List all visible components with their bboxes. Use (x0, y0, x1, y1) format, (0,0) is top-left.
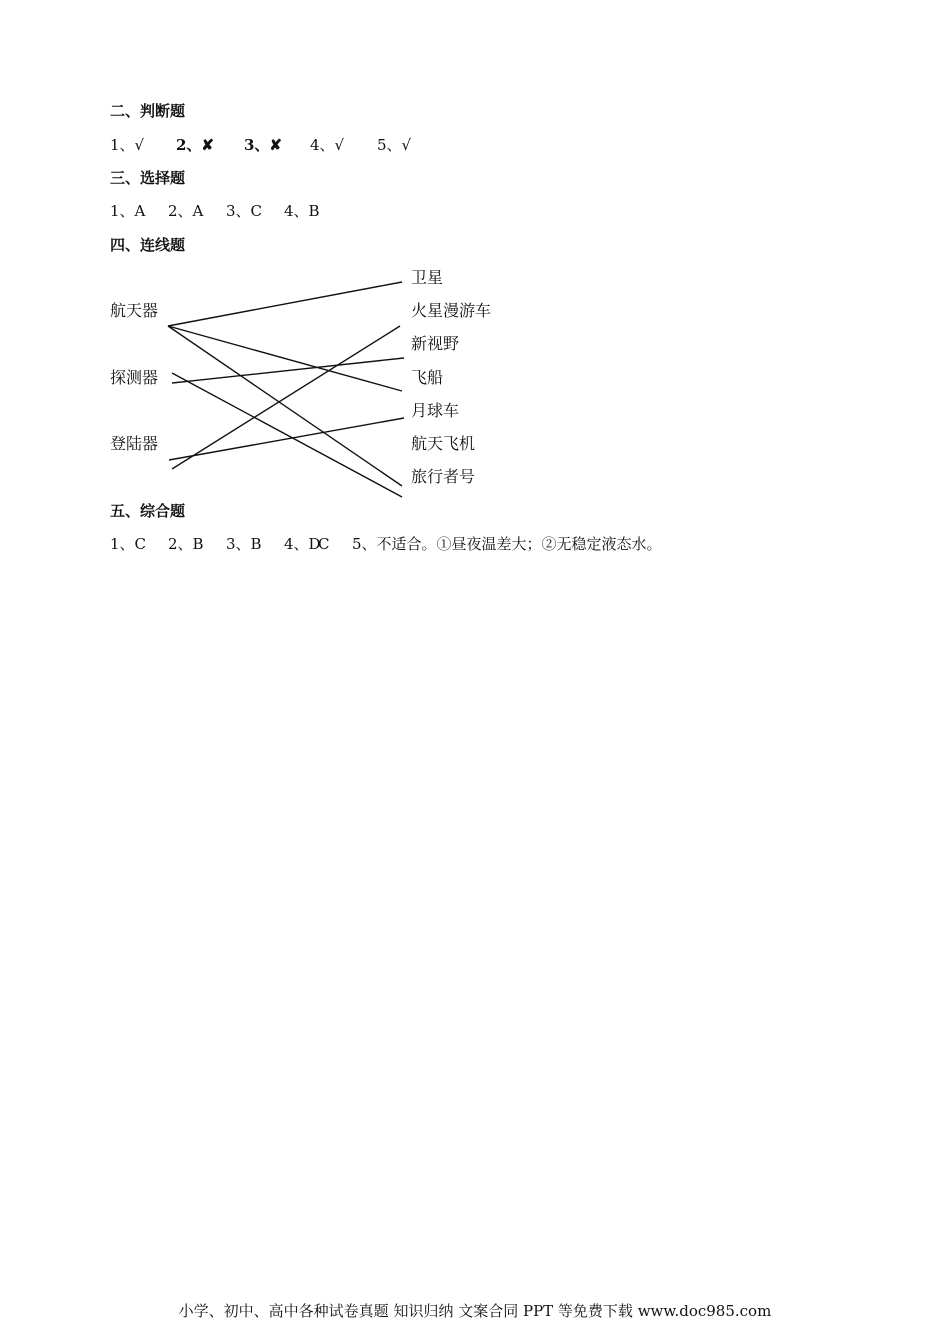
left-item-spacecraft: 航天器 (110, 301, 159, 320)
right-item-satellite: 卫星 (411, 268, 444, 287)
match-line (169, 418, 404, 460)
match-line (172, 373, 402, 497)
match-line (172, 326, 400, 469)
right-item-mars-rover: 火星漫游车 (411, 301, 492, 320)
right-item-voyager: 旅行者号 (411, 467, 476, 486)
answer-item: 4、D (284, 535, 321, 553)
right-item-spaceship: 飞船 (411, 368, 444, 387)
answer-item: 3、C (226, 202, 263, 220)
right-item-space-shuttle: 航天飞机 (411, 434, 476, 453)
answer-item: 1、√ (110, 136, 145, 154)
left-item-probe: 探测器 (110, 368, 159, 387)
answer-item: 2、A (168, 202, 204, 220)
answer-item: 5、√ (377, 136, 412, 154)
section-5-title: 五、综合题 (110, 502, 186, 520)
answer-item: 2、B (168, 535, 204, 553)
match-line (168, 282, 402, 326)
answer-item: 5、不适合。①昼夜温差大；②无稳定液态水。 (352, 535, 662, 553)
answer-item: 4、B (284, 202, 320, 220)
answer-item: 2、✘ (176, 136, 215, 154)
answer-item: 3、B (226, 535, 262, 553)
match-line (168, 326, 402, 391)
section-4-title: 四、连线题 (110, 236, 186, 254)
section-3-title: 三、选择题 (110, 169, 186, 187)
footer-text: 小学、初中、高中各种试卷真题 知识归纳 文案合同 PPT 等免费下载 www.doc985.com (178, 1302, 772, 1320)
answer-item: 4、√ (310, 136, 345, 154)
answer-item: C (318, 535, 330, 553)
section-5-answers (110, 535, 662, 553)
left-item-lander: 登陆器 (110, 434, 159, 453)
answer-item: 3、✘ (244, 136, 283, 154)
section-2-title: 二、判断题 (110, 102, 186, 120)
right-item-lunar-rover: 月球车 (411, 401, 460, 420)
match-line (172, 358, 404, 383)
answer-item: 1、C (110, 535, 147, 553)
right-item-new-horizons: 新视野 (411, 334, 460, 353)
answer-item: 1、A (110, 202, 146, 220)
match-line (168, 326, 402, 486)
